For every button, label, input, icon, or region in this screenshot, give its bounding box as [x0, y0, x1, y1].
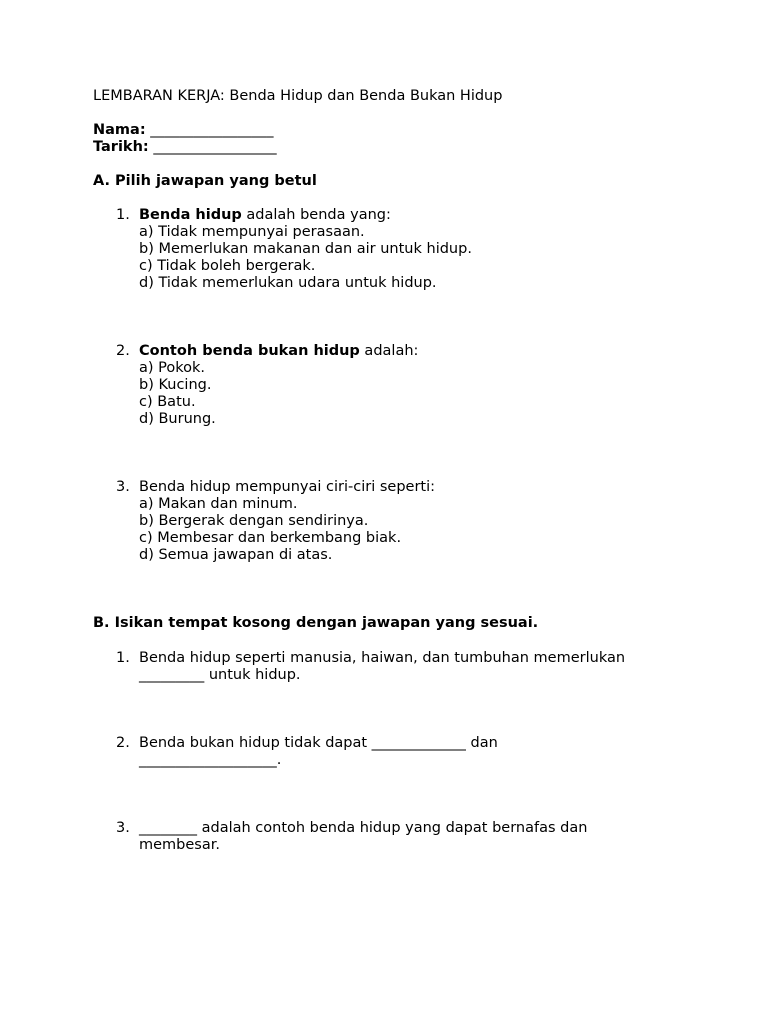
section-b-heading: B. Isikan tempat kosong dengan jawapan yang sesuai. [93, 615, 539, 631]
question-text [139, 479, 435, 496]
answer-option: a) Pokok. [139, 360, 206, 376]
fill-blank-text: Benda hidup seperti manusia, haiwan, dan tumbuhan memerlukan [139, 650, 626, 666]
fill-blank-text: ___________________. [139, 752, 282, 768]
answer-option: c) Tidak boleh bergerak. [139, 258, 316, 274]
fill-blank-text: _________ untuk hidup. [139, 667, 301, 683]
name-label: Nama: [93, 122, 146, 138]
question-number: 1. [116, 207, 130, 223]
answer-option: a) Makan dan minum. [139, 496, 298, 512]
question-keyword: Benda hidup [139, 207, 242, 223]
question-stem: adalah: [359, 343, 419, 359]
question-stem: Benda hidup mempunyai ciri-ciri seperti: [139, 479, 436, 495]
answer-option: b) Memerlukan makanan dan air untuk hidup. [139, 241, 472, 257]
answer-option: c) Membesar dan berkembang biak. [139, 530, 402, 546]
answer-option: d) Semua jawapan di atas. [139, 547, 333, 563]
question-stem: adalah benda yang: [241, 207, 391, 223]
answer-option: b) Bergerak dengan sendirinya. [139, 513, 369, 529]
answer-option: d) Burung. [139, 411, 216, 427]
name-blank: _________________ [150, 122, 274, 138]
answer-option: c) Batu. [139, 394, 196, 410]
date-field [93, 139, 277, 156]
question-number: 2. [116, 735, 130, 751]
fill-blank-text: Benda bukan hidup tidak dapat _____________ dan [139, 735, 498, 751]
answer-option: b) Kucing. [139, 377, 212, 393]
date-blank: _________________ [153, 139, 277, 155]
question-number: 1. [116, 650, 130, 666]
answer-option: d) Tidak memerlukan udara untuk hidup. [139, 275, 437, 291]
fill-blank-text: membesar. [139, 837, 220, 853]
name-field [93, 122, 273, 139]
question-number: 3. [116, 820, 130, 836]
answer-option: a) Tidak mempunyai perasaan. [139, 224, 365, 240]
question-number: 2. [116, 343, 130, 359]
page-title: LEMBARAN KERJA: Benda Hidup dan Benda Bukan Hidup [93, 88, 503, 104]
question-number: 3. [116, 479, 130, 495]
date-label: Tarikh: [93, 139, 149, 155]
fill-blank-text: ________ adalah contoh benda hidup yang dapat bernafas dan [139, 820, 588, 836]
question-text [139, 207, 391, 224]
question-keyword: Contoh benda bukan hidup [139, 343, 360, 359]
question-text [139, 343, 418, 360]
section-a-heading: A. Pilih jawapan yang betul [93, 173, 317, 189]
